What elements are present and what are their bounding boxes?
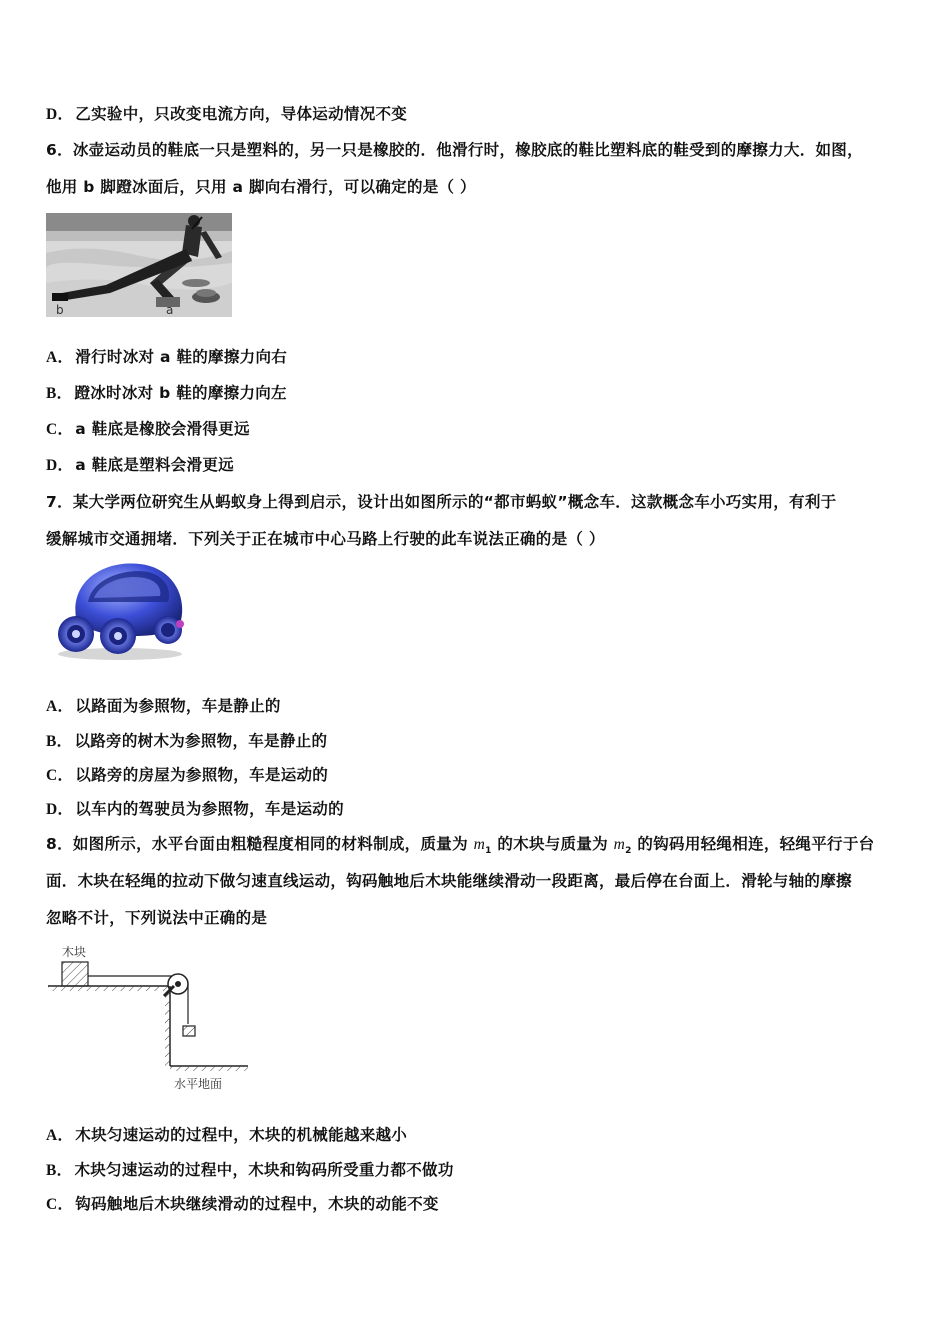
option-text: 蹬冰时冰对 b 鞋的摩擦力向左 <box>74 384 287 402</box>
q8-stem-line1 <box>46 832 874 856</box>
q7-option-d <box>46 797 344 819</box>
var-m2: m <box>613 836 626 853</box>
option-letter: C． <box>46 421 74 438</box>
q8-pulley-diagram <box>44 940 260 1096</box>
concept-car-image <box>48 558 193 662</box>
q8-stem-part-c: 的钩码用轻绳相连，轻绳平行于台 <box>631 835 875 853</box>
prev-option-d <box>46 102 407 124</box>
option-text: 以路旁的树木为参照物，车是静止的 <box>74 732 328 750</box>
q6-option-b <box>46 381 287 403</box>
option-letter: D． <box>46 457 74 474</box>
q6-option-d <box>46 453 234 475</box>
q7-option-c <box>46 763 328 785</box>
label-block: 木块 <box>62 945 87 959</box>
var-m2-sub: 2 <box>625 846 632 857</box>
q7-option-a <box>46 694 281 716</box>
q8-stem-part-a: 8．如图所示，水平台面由粗糙程度相同的材料制成，质量为 <box>46 835 474 853</box>
q7-option-b <box>46 729 327 751</box>
option-letter: D． <box>46 106 74 123</box>
option-letter: A． <box>46 698 74 715</box>
q6-stem-line1: 6．冰壶运动员的鞋底一只是塑料的，另一只是橡胶的．他滑行时，橡胶底的鞋比塑料底的鞋受到的摩擦力大．如图， <box>46 141 863 159</box>
option-text: 滑行时冰对 a 鞋的摩擦力向右 <box>75 348 288 366</box>
q8-option-b <box>46 1158 454 1180</box>
label-a: a <box>166 303 174 317</box>
option-letter: B． <box>46 385 73 402</box>
pulley-diagram-svg <box>44 940 260 1096</box>
curling-photo <box>46 213 232 317</box>
option-text: 以路旁的房屋为参照物，车是运动的 <box>75 766 329 784</box>
q7-stem-line2: 缓解城市交通拥堵．下列关于正在城市中心马路上行驶的此车说法正确的是（ ） <box>46 530 605 548</box>
option-text: 木块匀速运动的过程中，木块的机械能越来越小 <box>75 1126 408 1144</box>
q6-stem-line2: 他用 b 脚蹬冰面后，只用 a 脚向右滑行，可以确定的是（ ） <box>46 178 476 196</box>
q6-option-c <box>46 417 250 439</box>
q8-option-a <box>46 1123 407 1145</box>
option-letter: A． <box>46 1127 74 1144</box>
q8-option-c <box>46 1192 439 1214</box>
option-letter: C． <box>46 1196 74 1213</box>
option-letter: C． <box>46 767 74 784</box>
q7-stem-line1: 7．某大学两位研究生从蚂蚁身上得到启示，设计出如图所示的“都市蚂蚁”概念车．这款概念车小巧实用，有利于 <box>46 493 837 511</box>
option-letter: D． <box>46 801 74 818</box>
hook-mass-shape <box>183 1026 195 1036</box>
block-shape <box>62 962 88 986</box>
q8-stem-part-b: 的木块与质量为 <box>491 835 614 853</box>
q6-curling-figure <box>46 213 232 317</box>
option-letter: A． <box>46 349 74 366</box>
option-letter: B． <box>46 733 73 750</box>
label-b: b <box>56 303 64 317</box>
option-text: 乙实验中，只改变电流方向，导体运动情况不变 <box>75 105 408 123</box>
var-m1: m <box>473 836 486 853</box>
option-text: 以车内的驾驶员为参照物，车是运动的 <box>75 800 344 818</box>
q6-option-a <box>46 345 287 367</box>
option-text: a 鞋底是塑料会滑更远 <box>75 456 234 474</box>
option-text: 以路面为参照物，车是静止的 <box>75 697 281 715</box>
option-text: 木块匀速运动的过程中，木块和钩码所受重力都不做功 <box>74 1161 454 1179</box>
q8-stem-line3: 忽略不计，下列说法中正确的是 <box>46 909 268 927</box>
q7-concept-car-figure <box>48 558 193 662</box>
label-ground: 水平地面 <box>174 1077 223 1091</box>
option-text: a 鞋底是橡胶会滑得更远 <box>75 420 250 438</box>
option-letter: B． <box>46 1162 73 1179</box>
var-m1-sub: 1 <box>485 846 492 857</box>
option-text: 钩码触地后木块继续滑动的过程中，木块的动能不变 <box>75 1195 439 1213</box>
q8-stem-line2: 面．木块在轻绳的拉动下做匀速直线运动，钩码触地后木块能继续滑动一段距离，最后停在台面上．滑轮与轴的摩擦 <box>46 872 852 890</box>
